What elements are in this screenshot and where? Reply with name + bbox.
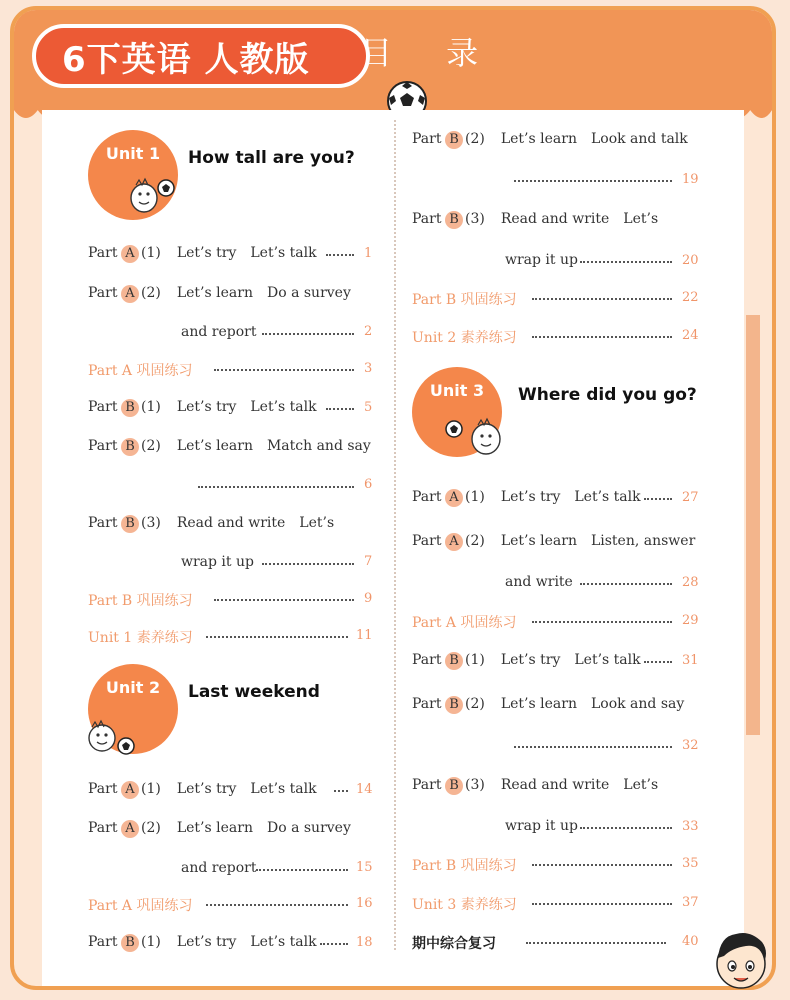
entry-title-1: Let’s try <box>176 781 237 797</box>
leader-dots <box>526 942 666 944</box>
entry-title-1: Read and write <box>176 515 286 531</box>
entry-title-2: Match and say <box>266 438 371 454</box>
leader-dots <box>326 254 354 256</box>
entry-continuation: and report <box>181 324 257 340</box>
page-number: 28 <box>682 575 699 590</box>
entry-title-2: Do a survey <box>266 820 351 836</box>
part-letter: B <box>121 399 139 417</box>
toc-entry[interactable] <box>88 245 317 263</box>
entry-title-2: Let’s talk <box>250 245 317 261</box>
leader-dots <box>198 486 354 488</box>
page-number: 3 <box>364 361 373 376</box>
entry-title-2: Do a survey <box>266 285 351 301</box>
page-number: 32 <box>682 738 699 753</box>
part-letter: B <box>445 696 463 714</box>
part-word: Part <box>412 211 442 227</box>
dinosaur-mascot-icon <box>442 415 512 465</box>
toc-entry[interactable] <box>412 533 695 551</box>
part-word: Part <box>88 285 118 301</box>
page-number: 2 <box>364 324 373 339</box>
part-number: (2) <box>465 533 485 549</box>
part-number: (2) <box>141 820 161 836</box>
entry-title-1: Let’s try <box>176 245 237 261</box>
leader-dots <box>206 636 348 638</box>
dinosaur-mascot-icon <box>122 174 178 220</box>
entry-title-1: Read and write <box>500 777 610 793</box>
entry-title-2: Let’s <box>623 777 659 793</box>
dinosaur-mascot-icon <box>80 716 140 760</box>
part-number: (1) <box>141 934 161 950</box>
entry-title-2: Let’s talk <box>250 934 317 950</box>
part-number: (1) <box>465 652 485 668</box>
part-word: Part <box>88 515 118 531</box>
leader-dots <box>514 746 672 748</box>
toc-entry[interactable] <box>412 777 658 795</box>
toc-entry[interactable] <box>412 131 688 149</box>
leader-dots <box>532 903 672 905</box>
page-number: 19 <box>682 172 699 187</box>
part-number: (2) <box>465 131 485 147</box>
toc-entry[interactable] <box>88 285 351 303</box>
part-letter: B <box>445 211 463 229</box>
toc-entry[interactable]: Part A 巩固练习 <box>88 363 193 379</box>
page-number: 22 <box>682 290 699 305</box>
part-number: (1) <box>465 489 485 505</box>
unit-label: Unit 1 <box>105 144 161 163</box>
entry-title-1: Let’s learn <box>176 438 253 454</box>
part-letter: A <box>445 489 463 507</box>
page-number: 27 <box>682 490 699 505</box>
toc-entry[interactable]: Unit 3 素养练习 <box>412 897 517 913</box>
column-divider <box>394 120 396 950</box>
page-number: 6 <box>364 477 373 492</box>
part-letter: B <box>121 515 139 533</box>
leader-dots <box>580 261 672 263</box>
leader-dots <box>262 563 354 565</box>
toc-entry-review[interactable]: 期中综合复习 <box>412 936 496 952</box>
leader-dots <box>206 904 348 906</box>
entry-title-1: Let’s learn <box>176 285 253 301</box>
part-word: Part <box>412 533 442 549</box>
toc-entry[interactable] <box>412 696 684 714</box>
leader-dots <box>532 621 672 623</box>
page-number: 9 <box>364 591 373 606</box>
page-number: 16 <box>356 896 373 911</box>
toc-entry[interactable] <box>88 934 317 952</box>
part-letter: B <box>121 438 139 456</box>
page-number: 37 <box>682 895 699 910</box>
leader-dots <box>334 790 348 792</box>
entry-title-2: Let’s <box>299 515 335 531</box>
part-word: Part <box>412 489 442 505</box>
leader-dots <box>532 864 672 866</box>
toc-entry[interactable] <box>88 820 351 838</box>
page-number: 29 <box>682 613 699 628</box>
part-word: Part <box>412 696 442 712</box>
leader-dots <box>214 369 354 371</box>
page-number: 40 <box>682 934 699 949</box>
badge-text: 6下英语 人教版 <box>62 39 310 80</box>
toc-entry[interactable]: Part B 巩固练习 <box>412 292 517 308</box>
leader-dots <box>256 869 348 871</box>
toc-entry[interactable] <box>412 652 641 670</box>
part-letter: A <box>121 285 139 303</box>
leader-dots <box>644 661 672 663</box>
entry-title-2: Look and say <box>590 696 685 712</box>
leader-dots <box>580 827 672 829</box>
unit-label: Unit 3 <box>429 381 485 400</box>
leader-dots <box>532 336 672 338</box>
unit-title: Where did you go? <box>518 385 697 405</box>
toc-title: 目 录 <box>360 34 501 72</box>
toc-entry[interactable]: Part A 巩固练习 <box>88 898 193 914</box>
toc-entry[interactable] <box>88 438 371 456</box>
part-word: Part <box>88 245 118 261</box>
part-letter: B <box>445 652 463 670</box>
part-number: (3) <box>465 211 485 227</box>
part-number: (1) <box>141 245 161 261</box>
page-number: 33 <box>682 819 699 834</box>
toc-entry[interactable]: Part B 巩固练习 <box>88 593 193 609</box>
page-number: 15 <box>356 860 373 875</box>
part-letter: A <box>121 245 139 263</box>
entry-title-2: Listen, answer <box>590 533 696 549</box>
part-number: (1) <box>141 781 161 797</box>
part-number: (3) <box>141 515 161 531</box>
page-number: 1 <box>364 246 373 261</box>
toc-entry[interactable]: Part A 巩固练习 <box>412 615 517 631</box>
unit-title: Last weekend <box>188 682 320 702</box>
entry-title-2: Look and talk <box>590 131 688 147</box>
toc-entry[interactable]: Unit 2 素养练习 <box>412 330 517 346</box>
leader-dots <box>514 180 672 182</box>
part-letter: B <box>121 934 139 952</box>
toc-entry[interactable] <box>412 489 641 507</box>
part-word: Part <box>412 131 442 147</box>
part-word: Part <box>88 438 118 454</box>
leader-dots <box>320 943 348 945</box>
page-number: 24 <box>682 328 699 343</box>
leader-dots <box>644 498 672 500</box>
entry-title-2: Let’s talk <box>574 652 641 668</box>
toc-entry[interactable] <box>412 211 658 229</box>
entry-title-1: Read and write <box>500 211 610 227</box>
part-word: Part <box>88 820 118 836</box>
entry-continuation: wrap it up <box>181 554 254 570</box>
leader-dots <box>214 599 354 601</box>
part-letter: A <box>121 820 139 838</box>
entry-title-2: Let’s talk <box>574 489 641 505</box>
entry-title-1: Let’s learn <box>500 131 577 147</box>
entry-title-1: Let’s try <box>500 652 561 668</box>
leader-dots <box>326 408 354 410</box>
page-number: 5 <box>364 400 373 415</box>
entry-title-1: Let’s learn <box>500 696 577 712</box>
entry-title-2: Let’s talk <box>250 399 317 415</box>
part-number: (2) <box>141 438 161 454</box>
leader-dots <box>532 298 672 300</box>
entry-title-1: Let’s learn <box>176 820 253 836</box>
toc-entry[interactable] <box>88 399 317 417</box>
entry-title-1: Let’s try <box>176 399 237 415</box>
page-number: 11 <box>356 628 373 643</box>
part-letter: A <box>121 781 139 799</box>
toc-entry[interactable] <box>88 515 334 533</box>
entry-title-1: Let’s try <box>500 489 561 505</box>
entry-continuation: wrap it up <box>505 818 578 834</box>
page-number: 18 <box>356 935 373 950</box>
part-letter: A <box>445 533 463 551</box>
entry-continuation: wrap it up <box>505 252 578 268</box>
page-number: 35 <box>682 856 699 871</box>
part-word: Part <box>88 399 118 415</box>
toc-entry[interactable]: Unit 1 素养练习 <box>88 630 193 646</box>
page-number: 14 <box>356 782 373 797</box>
part-number: (3) <box>465 777 485 793</box>
part-number: (2) <box>465 696 485 712</box>
entry-continuation: and report <box>181 860 257 876</box>
entry-title-2: Let’s talk <box>250 781 317 797</box>
leader-dots <box>262 333 354 335</box>
right-side-strip <box>746 315 760 735</box>
part-number: (1) <box>141 399 161 415</box>
part-word: Part <box>88 934 118 950</box>
part-word: Part <box>412 777 442 793</box>
unit-title: How tall are you? <box>188 148 355 168</box>
part-letter: B <box>445 777 463 795</box>
part-letter: B <box>445 131 463 149</box>
entry-continuation: and write <box>505 574 573 590</box>
entry-title-1: Let’s learn <box>500 533 577 549</box>
part-word: Part <box>88 781 118 797</box>
page-number: 7 <box>364 554 373 569</box>
leader-dots <box>580 583 672 585</box>
cartoon-kid-icon <box>710 922 772 992</box>
toc-entry[interactable] <box>88 781 317 799</box>
part-word: Part <box>412 652 442 668</box>
entry-title-2: Let’s <box>623 211 659 227</box>
title-badge <box>32 24 370 88</box>
unit-label: Unit 2 <box>105 678 161 697</box>
page-number: 20 <box>682 253 699 268</box>
part-number: (2) <box>141 285 161 301</box>
entry-title-1: Let’s try <box>176 934 237 950</box>
toc-entry[interactable]: Part B 巩固练习 <box>412 858 517 874</box>
page-number: 31 <box>682 653 699 668</box>
